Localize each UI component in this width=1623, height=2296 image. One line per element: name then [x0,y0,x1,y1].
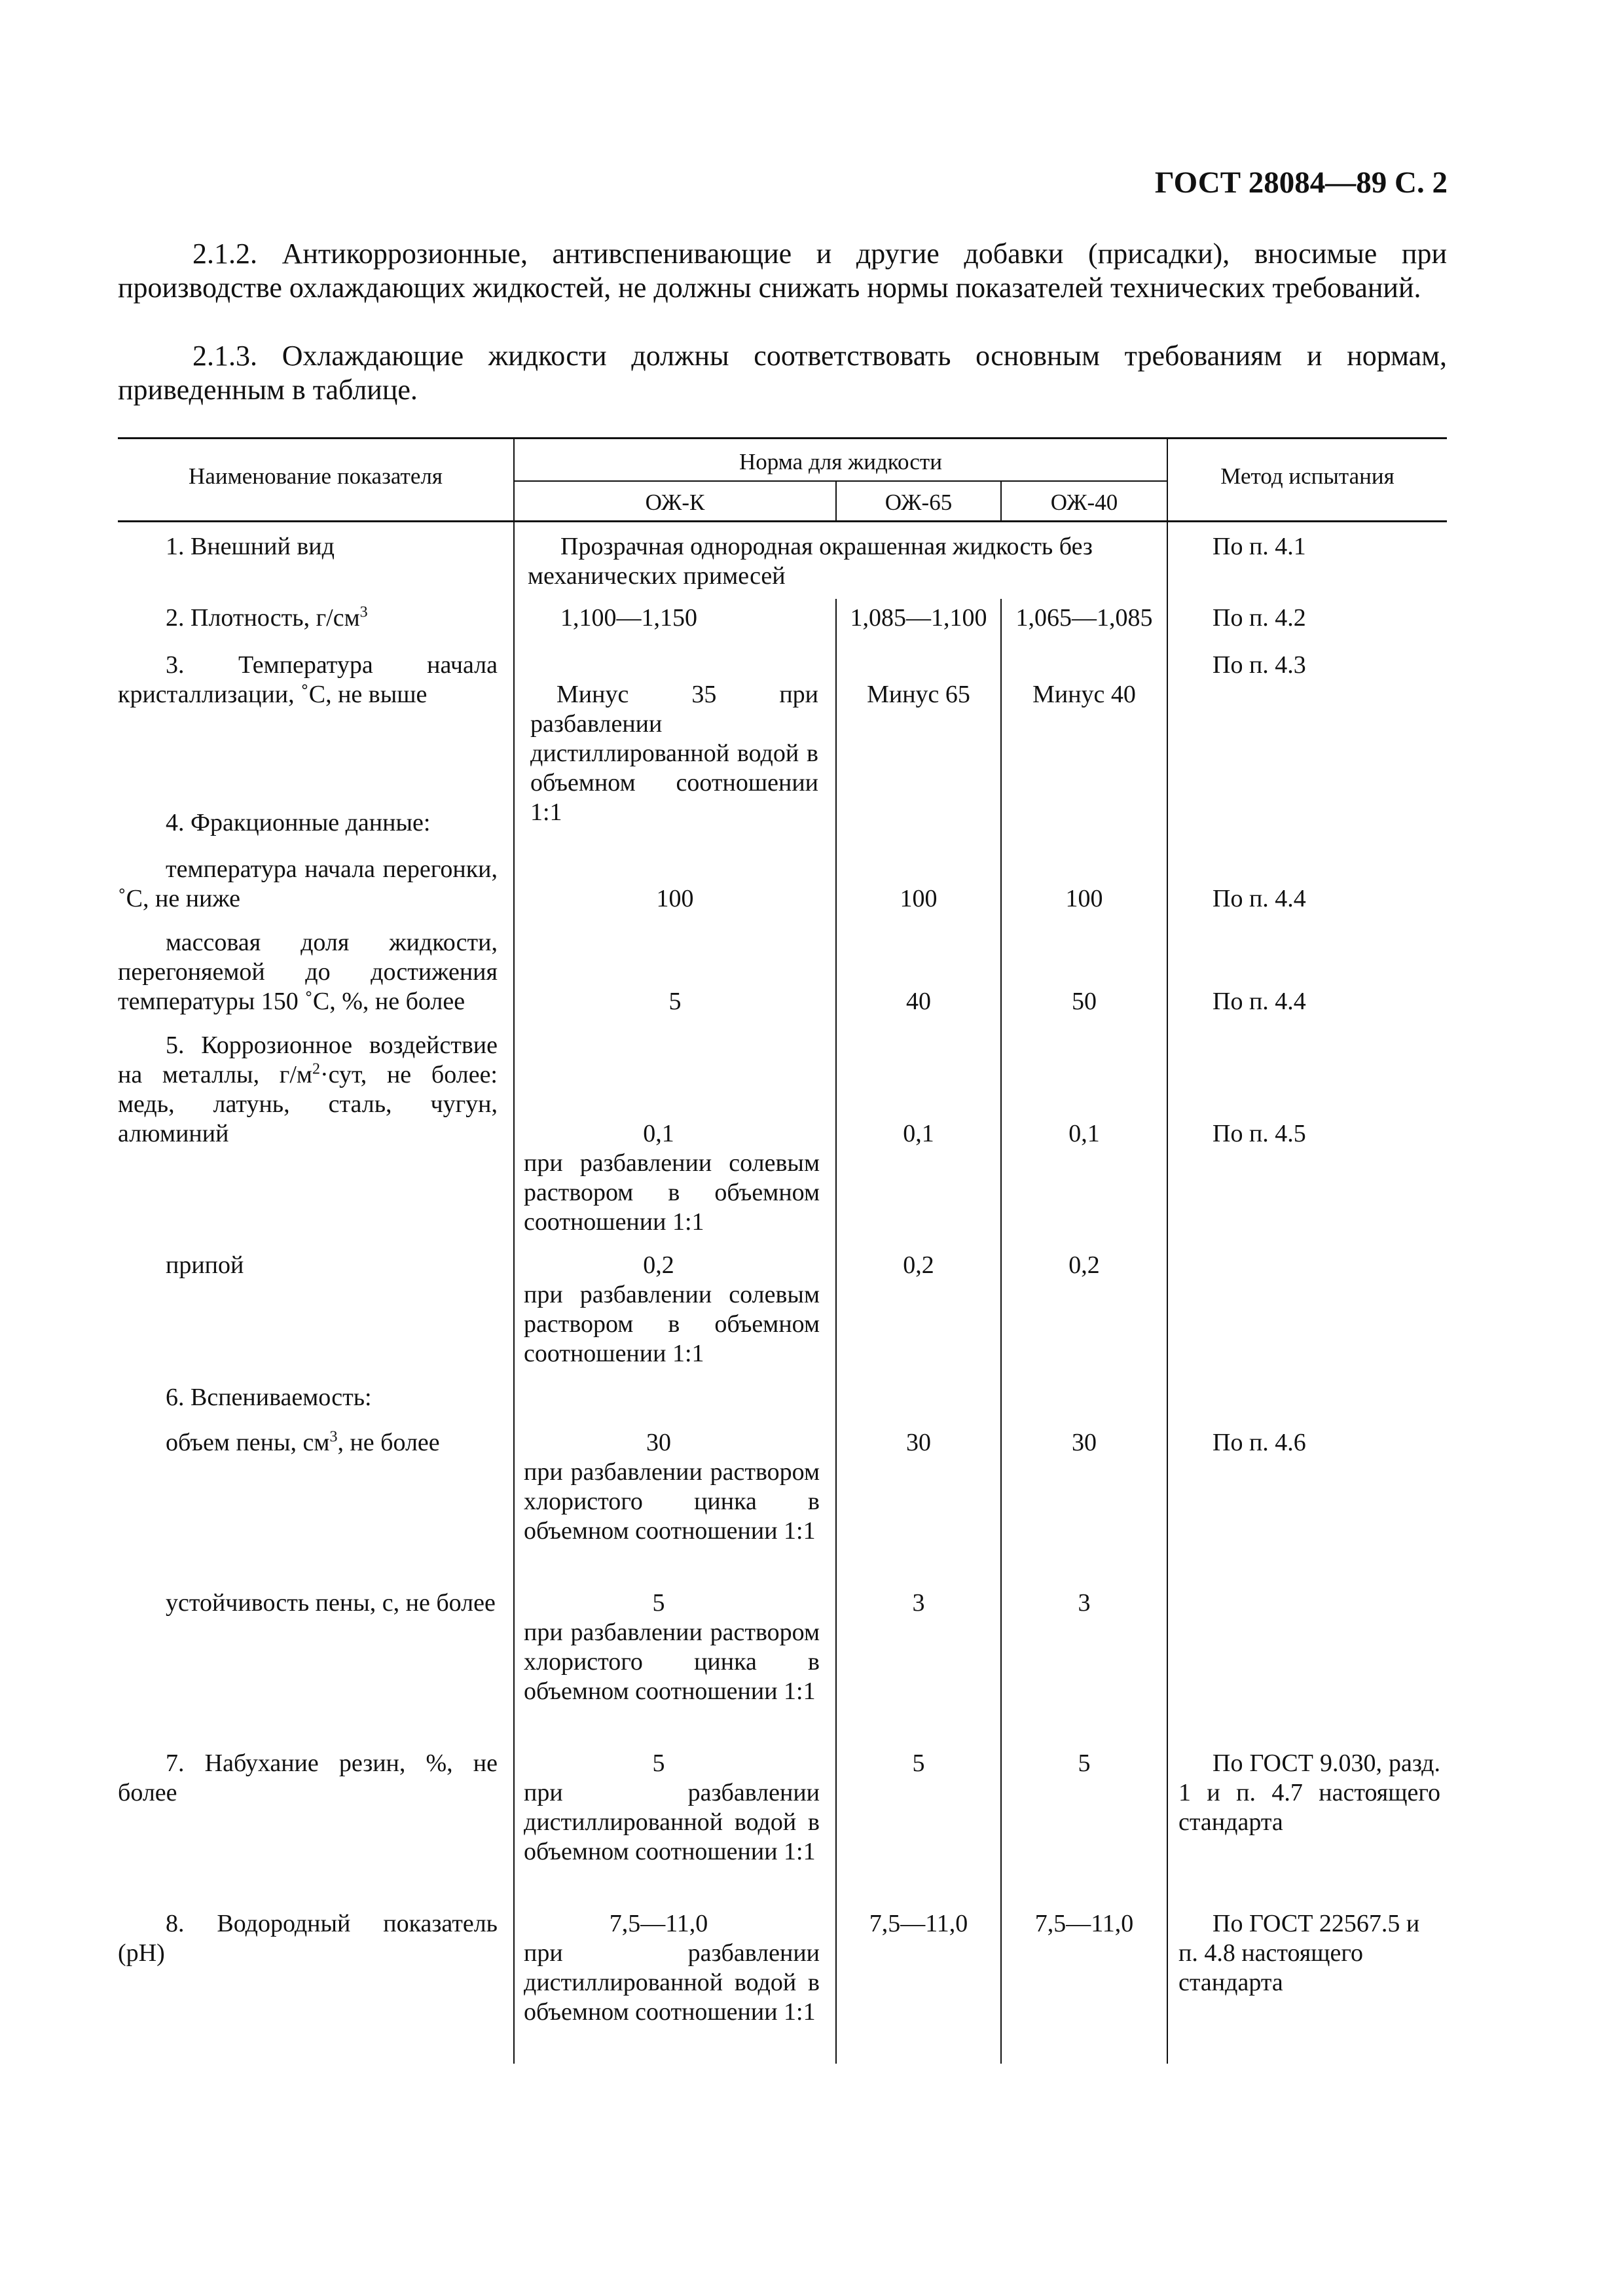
row-8-method: По ГОСТ 22567.5 и п. 4.8 настоящего стандарта [1178,1910,1420,1996]
row-2-ozk: 1,100—1,150 [560,604,697,632]
row-2-method: По п. 4.2 [1213,604,1306,632]
row-6a-name-sup: 3 [329,1428,338,1446]
row-4a-oz40: 100 [1065,885,1103,912]
row-6-name: 6. Вспениваемость: [166,1384,372,1411]
row-5-method: По п. 4.5 [1213,1120,1306,1147]
row-4b-name: массовая доля жидкости, перегоняемой до достижения температуры 150 ˚С, %, не более [118,929,498,1015]
row-6a-oz40: 30 [1072,1429,1097,1456]
row-4b-oz40: 50 [1072,988,1097,1015]
row-8-oz65: 7,5—11,0 [869,1910,968,1937]
row-1-method: По п. 4.1 [1213,533,1306,560]
paragraph-2-1-2 [118,237,1447,305]
row-5-name-b: ·сут, не более: медь, латунь, сталь, чугун, алюминий [118,1061,498,1147]
paragraph-2-1-2-text: 2.1.2. Антикоррозионные, антивспенивающие и другие добавки (присадки), вносимые при производстве охлаждающих жидкостей, не должны снижать нормы показателей технических требований. [118,238,1447,304]
row-5b-ozk-note: при разбавлении солевым раствором в объемном соотношении 1:1 [524,1281,820,1367]
row-7-method: По ГОСТ 9.030, разд. 1 и п. 4.7 настоящего стандарта [1178,1749,1440,1836]
row-5-ozk-note: при разбавлении солевым раствором в объемном соотношении 1:1 [524,1149,820,1236]
row-6b-oz65: 3 [912,1589,925,1617]
row-1-value: Прозрачная однородная окрашенная жидкость без механических примесей [528,533,1093,590]
row-6a-ozk: 30 [646,1429,671,1456]
row-3-ozk: Минус 35 при разбавлении дистиллированной водой в объемном соотношении 1:1 [530,681,818,826]
norm-header-rule [515,480,1168,482]
header-ozk: ОЖ-К [645,490,705,515]
row-2-name-sup: 3 [359,603,368,621]
row-6b-oz40: 3 [1078,1589,1091,1617]
row-5b-oz65: 0,2 [903,1251,934,1279]
row-5-oz40: 0,1 [1068,1120,1100,1147]
row-4b-ozk: 5 [668,988,682,1015]
header-oz40: ОЖ-40 [1050,490,1118,515]
column-divider-4 [1167,437,1168,2064]
table-top-rule [118,437,1447,439]
column-divider-3 [1000,599,1002,2064]
row-2-name [118,603,498,633]
header-norm: Норма для жидкости [739,449,942,475]
row-6a-oz65: 30 [906,1429,931,1456]
row-7-ozk: 5 [652,1749,665,1777]
row-5-ozk: 0,1 [643,1120,674,1147]
header-name: Наименование показателя [189,463,443,489]
row-8-name: 8. Водородный показатель (pH) [118,1910,498,1967]
row-5b-name: припой [166,1251,244,1279]
row-4-name: 4. Фракционные данные: [166,809,431,836]
column-divider-2 [835,599,837,2064]
row-6a-ozk-note: при разбавлении раствором хлористого цинка в объемном соотношении 1:1 [524,1458,820,1545]
row-1-name: 1. Внешний вид [166,533,335,560]
row-8-ozk-note: при разбавлении дистиллированной водой в объемном соотношении 1:1 [524,1939,820,2026]
row-6b-ozk: 5 [652,1589,665,1617]
row-8-ozk: 7,5—11,0 [609,1910,708,1937]
header-oz65: ОЖ-65 [884,490,953,515]
header-method: Метод испытания [1220,463,1395,489]
row-5b-oz40: 0,2 [1068,1251,1100,1279]
row-8-oz40: 7,5—11,0 [1034,1910,1134,1937]
row-3-oz65: Минус 65 [867,681,970,708]
row-4a-name: температура начала перегонки, ˚С, не ниже [118,855,498,912]
row-5-name [118,1031,498,1149]
row-7-oz65: 5 [912,1749,925,1777]
row-4b-oz65: 40 [906,988,931,1015]
row-5-name-sup: 2 [312,1060,320,1078]
row-7-oz40: 5 [1078,1749,1091,1777]
row-6b-name: устойчивость пены, с, не более [166,1589,496,1617]
paragraph-2-1-3-text: 2.1.3. Охлаждающие жидкости должны соответствовать основным требованиям и нормам, приведенным в таблице. [118,340,1447,406]
row-3-method: По п. 4.3 [1213,651,1306,679]
row-6a-method: По п. 4.6 [1213,1429,1306,1456]
row-2-oz65: 1,085—1,100 [850,604,987,632]
row-6b-ozk-note: при разбавлении раствором хлористого цинка в объемном соотношении 1:1 [524,1619,820,1705]
row-5-name-a: 5. Коррозионное воздействие на металлы, г/м [118,1031,498,1088]
row-5b-ozk: 0,2 [643,1251,674,1279]
paragraph-2-1-3 [118,339,1447,407]
row-7-name: 7. Набухание резин, %, не более [118,1749,498,1806]
table-header-bottom-rule [118,520,1447,522]
row-4a-method: По п. 4.4 [1213,885,1306,912]
row-6a-name-a: объем пены, см [166,1429,330,1456]
row-5-oz65: 0,1 [903,1120,934,1147]
row-4a-ozk: 100 [656,885,694,912]
row-6a-name [118,1428,498,1458]
row-6a-name-b: , не более [337,1429,440,1456]
row-7-ozk-note: при разбавлении дистиллированной водой в объемном соотношении 1:1 [524,1779,820,1865]
row-3-oz40: Минус 40 [1032,681,1136,708]
row-4a-oz65: 100 [900,885,938,912]
row-3-name: 3. Температура начала кристаллизации, ˚С, не выше [118,651,498,708]
row-4b-method: По п. 4.4 [1213,988,1306,1015]
row-2-name-text: 2. Плотность, г/см [166,604,360,632]
document-header: ГОСТ 28084—89 С. 2 [1154,166,1448,200]
row-2-oz40: 1,065—1,085 [1015,604,1153,632]
